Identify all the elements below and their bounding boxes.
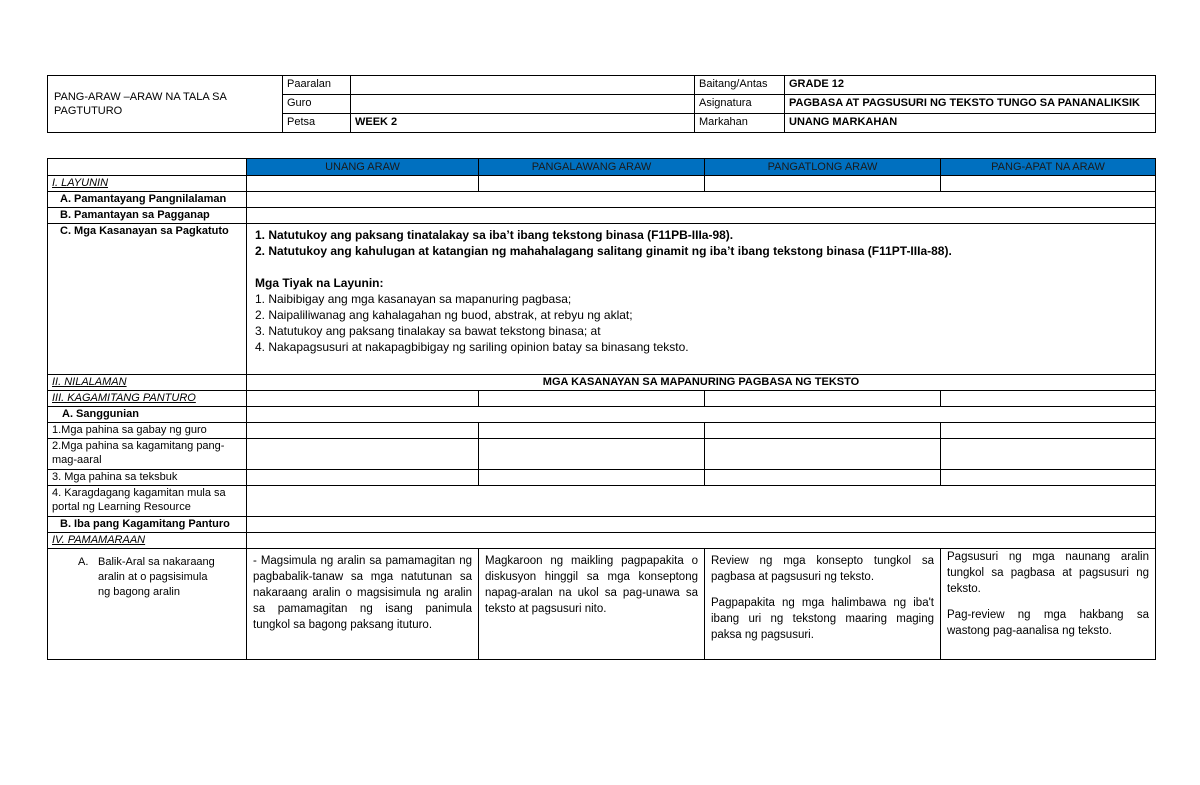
row-label-pamamaraan: IV. PAMAMARAAN <box>48 533 247 549</box>
lesson-plan-table <box>47 158 1156 660</box>
pamamaraan-day1: - Magsimula ng aralin sa pamamagitan ng pagbabalik-tanaw sa mga natutunan sa nakaraang aralin o magsisimula ng aralin sa pamamagitan ng isang panimula tungkol sa bagong paksang ituturo. <box>247 549 479 660</box>
pamantayan-pagganap-cell <box>247 208 1156 224</box>
row-label-pamantayang-pangnilalaman: A. Pamantayang Pangnilalaman <box>48 192 247 208</box>
objectives-cell <box>247 224 1156 375</box>
karagdagang-cell <box>247 486 1156 517</box>
row-label-kasanayan-pagkatuto: C. Mga Kasanayan sa Pagkatuto <box>48 224 247 375</box>
specific-objectives-title: Mga Tiyak na Layunin: <box>255 276 384 290</box>
row-label-iba-pang-kagamitan: B. Iba pang Kagamitang Panturo <box>48 517 247 533</box>
column-header-day3: PANGATLONG ARAW <box>705 159 941 176</box>
specific-objective-2: 2. Naipaliliwanag ang kahalagahan ng buod, abstrak, at rebyu ng aklat; <box>255 308 633 322</box>
column-header-day1: UNANG ARAW <box>247 159 479 176</box>
row-label-balik-aral <box>48 549 247 660</box>
markahan-label: Markahan <box>695 114 785 133</box>
paaralan-value <box>351 76 695 95</box>
row-label-pahina-gabay: 1.Mga pahina sa gabay ng guro <box>48 423 247 439</box>
column-header-day4: PANG-APAT NA ARAW <box>941 159 1156 176</box>
specific-objective-3: 3. Natutukoy ang paksang tinalakay sa bawat tekstong binasa; at <box>255 324 601 338</box>
balik-aral-letter: A. <box>78 556 89 568</box>
header-table <box>47 75 1156 133</box>
petsa-label: Petsa <box>283 114 351 133</box>
objective-1: 1. Natutukoy ang paksang tinatalakay sa iba’t ibang tekstong binasa (F11PB-IIIa-98). <box>255 228 734 242</box>
pamamaraan-day4 <box>941 549 1156 660</box>
pamamaraan-day3-p2: Pagpapakita ng mga halimbawa ng iba't ibang uri ng tekstong maaring maging paksa ng pagsusuri. <box>711 597 934 641</box>
row-label-pahina-kagamitan: 2.Mga pahina sa kagamitang pang-mag-aaral <box>48 439 247 470</box>
row-label-pahina-teksbuk: 3. Mga pahina sa teksbuk <box>48 470 247 486</box>
row-label-karagdagang-kagamitan: 4. Karagdagang kagamitan mula sa portal ng Learning Resource <box>48 486 247 517</box>
asignatura-label: Asignatura <box>695 95 785 114</box>
pamamaraan-day3 <box>705 549 941 660</box>
row-label-kagamitang-panturo: III. KAGAMITANG PANTURO <box>48 391 247 407</box>
balik-aral-text: Balik-Aral sa nakaraang aralin at o pagsisimula ng bagong aralin <box>98 556 215 598</box>
specific-objective-4: 4. Nakapagsusuri at nakapagbibigay ng sariling opinion batay sa binasang teksto. <box>255 340 689 354</box>
corner-cell <box>48 159 247 176</box>
guro-value <box>351 95 695 114</box>
sanggunian-cell <box>247 407 1156 423</box>
pamamaraan-day3-p1: Review ng mga konsepto tungkol sa pagbasa at pagsusuri ng teksto. <box>711 555 934 583</box>
nilalaman-value: MGA KASANAYAN SA MAPANURING PAGBASA NG TEKSTO <box>247 375 1156 391</box>
specific-objective-1: 1. Naibibigay ang mga kasanayan sa mapanuring pagbasa; <box>255 292 572 306</box>
markahan-value: UNANG MARKAHAN <box>785 114 1156 133</box>
paaralan-label: Paaralan <box>283 76 351 95</box>
pamamaraan-day4-p2: Pag-review ng mga hakbang sa wastong pag-aanalisa ng teksto. <box>947 609 1149 637</box>
row-label-pamantayan-pagganap: B. Pamantayan sa Pagganap <box>48 208 247 224</box>
baitang-value: GRADE 12 <box>785 76 1156 95</box>
petsa-value: WEEK 2 <box>351 114 695 133</box>
guro-label: Guro <box>283 95 351 114</box>
document-title: PANG-ARAW –ARAW NA TALA SA PAGTUTURO <box>48 76 283 133</box>
objective-2: 2. Natutukoy ang kahulugan at katangian ng mahahalagang salitang ginamit ng iba’t ibang tekstong binasa (F11PT-IIIa-88). <box>255 244 952 258</box>
pamamaraan-day4-p1: Pagsusuri ng mga naunang aralin tungkol sa pagbasa at pagsusuri ng teksto. <box>947 551 1149 595</box>
row-label-layunin: I. LAYUNIN <box>48 176 247 192</box>
row-label-sanggunian: A. Sanggunian <box>48 407 247 423</box>
asignatura-value: PAGBASA AT PAGSUSURI NG TEKSTO TUNGO SA PANANALIKSIK <box>785 95 1156 114</box>
iba-pang-cell <box>247 517 1156 533</box>
pamantayang-pangnilalaman-cell <box>247 192 1156 208</box>
baitang-label: Baitang/Antas <box>695 76 785 95</box>
pamamaraan-cell <box>247 533 1156 549</box>
row-label-nilalaman: II. NILALAMAN <box>48 375 247 391</box>
column-header-day2: PANGALAWANG ARAW <box>479 159 705 176</box>
pamamaraan-day2: Magkaroon ng maikling pagpapakita o diskusyon hinggil sa mga konseptong napag-aralan na ukol sa pag-unawa sa teksto at pagsusuri nito. <box>479 549 705 660</box>
